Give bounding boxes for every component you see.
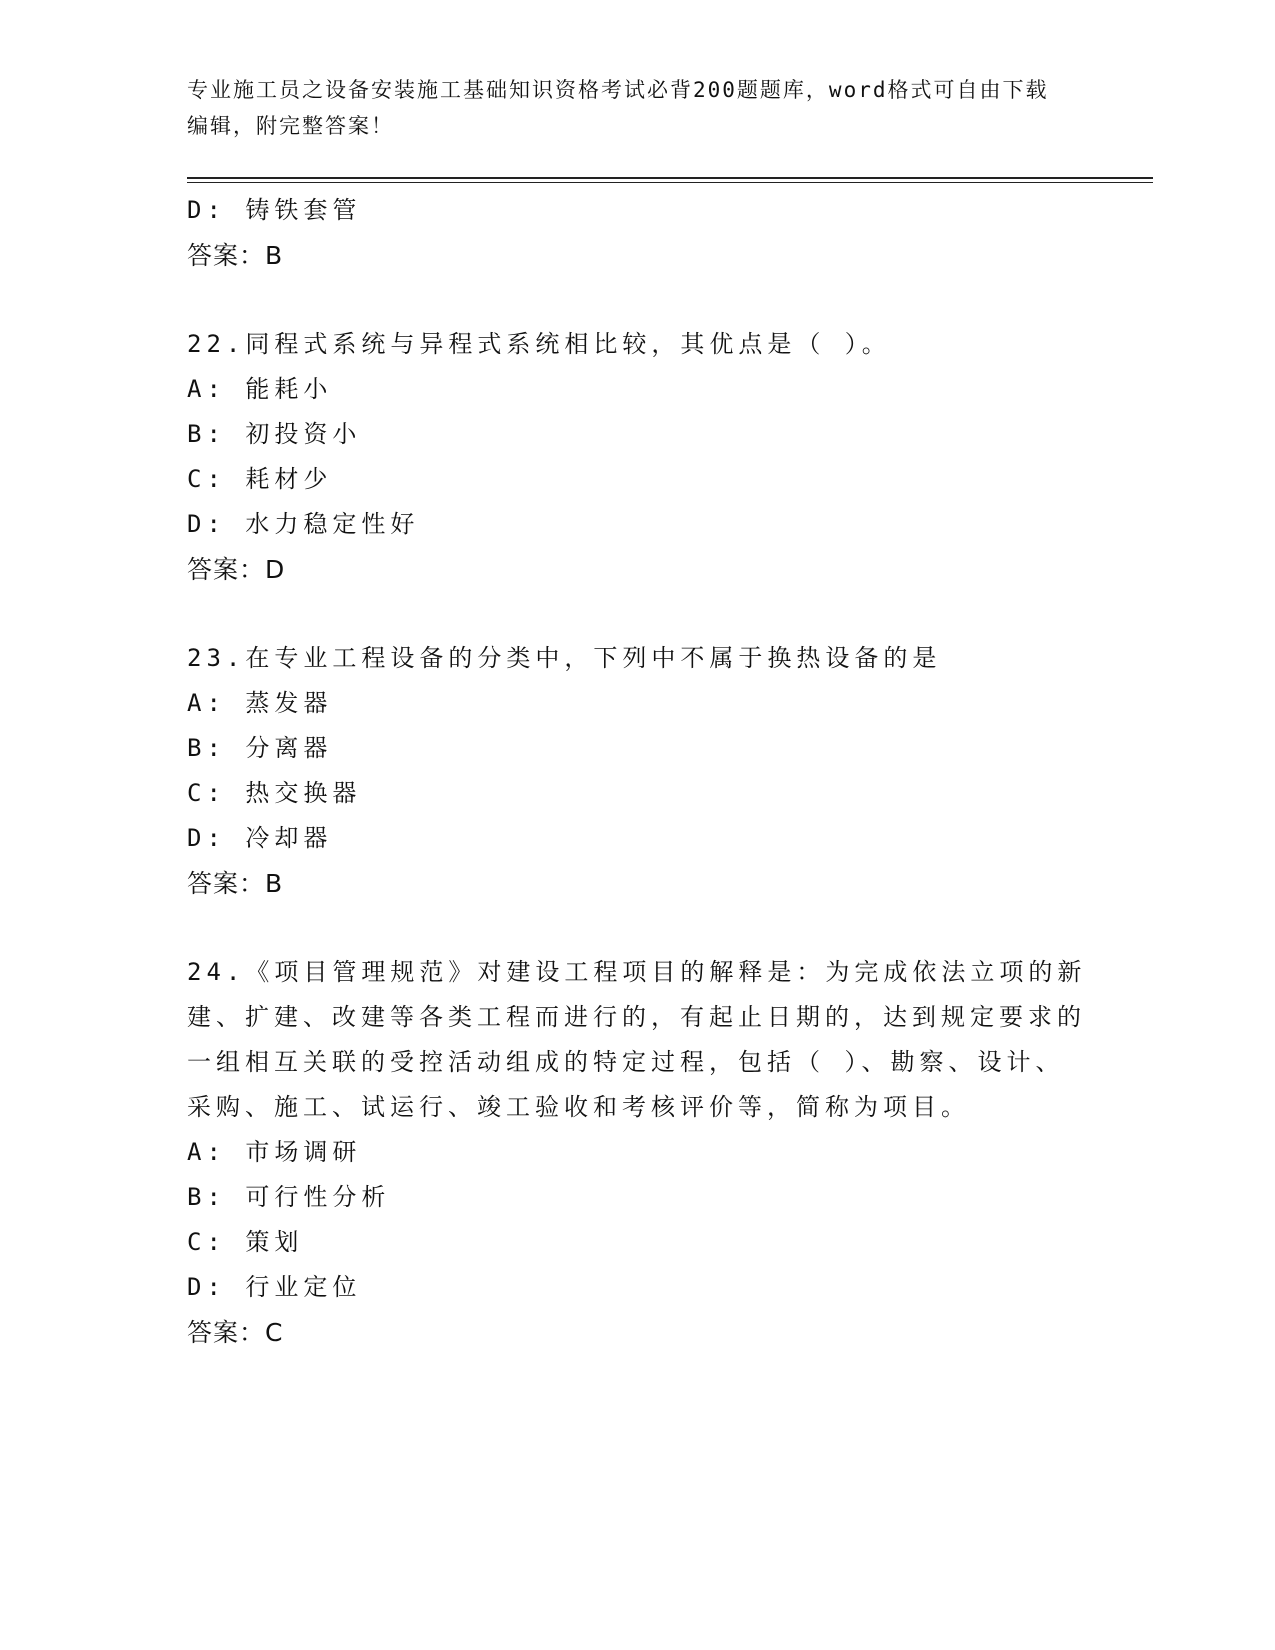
option-c: C: 热交换器 [187,779,362,807]
question-21-tail [187,188,1087,279]
option-d: D: 行业定位 [187,1273,362,1301]
header-divider [187,177,1153,183]
question-24 [187,950,1087,1356]
option-d: D: 铸铁套管 [187,196,362,224]
option-c: C: 耗材少 [187,465,333,493]
option-c: C: 策划 [187,1228,304,1256]
question-text: 23.在专业工程设备的分类中，下列中不属于换热设备的是 [187,644,942,672]
option-a: A: 市场调研 [187,1138,362,1166]
question-22 [187,322,1087,593]
answer-label: 答案：B [187,241,284,270]
option-d: D: 水力稳定性好 [187,510,420,538]
answer-label: 答案：D [187,555,286,584]
option-a: A: 能耗小 [187,375,333,403]
option-b: B: 分离器 [187,734,333,762]
option-a: A: 蒸发器 [187,689,333,717]
question-23 [187,636,1087,907]
answer-label: 答案：B [187,869,284,898]
option-b: B: 初投资小 [187,420,362,448]
answer-label: 答案：C [187,1318,284,1347]
question-text: 24.《项目管理规范》对建设工程项目的解释是：为完成依法立项的新建、扩建、改建等各类工程而进行的，有起止日期的，达到规定要求的一组相互关联的受控活动组成的特定过程，包括（ ）、勘察、设计、采购、施工、试运行、竣工验收和考核评价等，简称为项目。 [187,958,1087,1121]
document-body [187,188,1087,1356]
document-header-title: 专业施工员之设备安装施工基础知识资格考试必背200题题库，word格式可自由下载编辑，附完整答案！ [187,78,1049,138]
question-text: 22.同程式系统与异程式系统相比较，其优点是（ ）。 [187,330,891,358]
option-b: B: 可行性分析 [187,1183,391,1211]
option-d: D: 冷却器 [187,824,333,852]
